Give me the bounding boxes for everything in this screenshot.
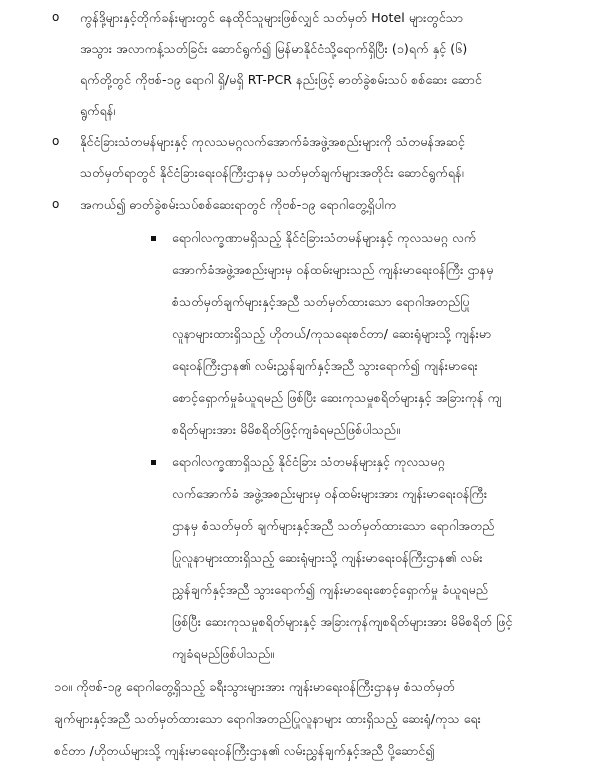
sub2-line-2: လက်အောက်ခံ အဖွဲ့အစည်းများမှ ဝန်ထမ်းများအား ကျန်းမာရေးဝန်ကြီး <box>172 486 488 501</box>
bullet-circle: o <box>52 10 60 24</box>
sub2-line-1: ရောဂါလက္ခဏာရှိသည့် နိုင်ငံခြား သံတမန်များနှင့် ကုလသမဂ္ဂ <box>172 454 445 469</box>
bullet-circle: o <box>52 197 60 211</box>
sub1-line-4: လူနာများထားရှိသည့် ဟိုတယ်/ကုသရေးစင်တာ/ ဆေးရုံများသို့ ကျန်းမာ <box>172 326 492 341</box>
item2-line-1: နိုင်ငံခြားသံတမန်များနှင့် ကုလသမဂ္ဂလက်အောက်ခံအဖွဲ့အစည်းများကို သံတမန်အဆင့် <box>80 134 465 149</box>
para10-line-1: ၁၀။ ကိုဗစ်-၁၉ ရောဂါတွေ့ရှိသည့် ခရီးသွားများအား ကျန်းမာရေးဝန်ကြီးဌာနမှ စံသတ်မှတ် <box>54 679 455 694</box>
sub2-line-7: ကျခံရမည်ဖြစ်ပါသည်။ <box>172 646 275 661</box>
item1-line-2: အသွား အလာကန့်သတ်ခြင်း ဆောင်ရွက်၍ မြန်မာနိုင်ငံသို့ရောက်ရှိပြီး (၁)ရက် နှင့် (၆) <box>80 41 468 56</box>
item1-line-4: ရွက်ရန်၊ <box>80 103 116 118</box>
sub1-line-5: ရေးဝန်ကြီးဌာန၏ လမ်းညွှန်ချက်နှင့်အညီ သွားရောက်၍ ကျန်းမာရေး <box>172 358 478 373</box>
item3-line-1: အကယ်၍ ဓာတ်ခွဲစမ်းသပ်စစ်ဆေးရာတွင် ကိုဗစ်-၁၉ ရောဂါတွေ့ရှိပါက <box>80 197 397 212</box>
bullet-square <box>151 460 156 465</box>
sub2-line-5: ညွှန်ချက်နှင့်အညီ သွားရောက်၍ ကျန်းမာရေးစောင့်ရှောက်မှု ခံယူရမည် <box>172 582 489 597</box>
sub2-line-4: ပြုလူနာများထားရှိသည့် ဆေးရုံများသို့ ကျန်းမာရေးဝန်ကြီးဌာန၏ လမ်း <box>172 550 483 565</box>
item1-line-3: ရက်တို့တွင် ကိုဗစ်-၁၉ ရောဂါ ရှိ/မရှိ RT-PCR နည်းဖြင့် ဓာတ်ခွဲစမ်းသပ် စစ်ဆေး ဆောင် <box>80 72 482 87</box>
sub1-line-2: အောက်ခံအဖွဲ့အစည်းများမှ ဝန်ထမ်းများသည် ကျန်းမာရေးဝန်ကြီး ဌာနမှ <box>172 262 494 277</box>
para10-line-3: စင်တာ /ဟိုတယ်များသို့ ကျန်းမာရေးဝန်ကြီးဌာန၏ လမ်းညွှန်ချက်နှင့်အညီ ပို့ဆောင်၍ <box>54 743 435 758</box>
bullet-circle: o <box>52 134 60 148</box>
sub1-line-1: ရောဂါလက္ခဏာမရှိသည့် နိုင်ငံခြားသံတမန်များနှင့် ကုလသမဂ္ဂ လက် <box>172 230 477 245</box>
item2-line-2: သတ်မှတ်ရာတွင် နိုင်ငံခြားရေးဝန်ကြီးဌာနမှ သတ်မှတ်ချက်များအတိုင်း ဆောင်ရွက်ရန်၊ <box>80 165 464 180</box>
sub1-line-6: စောင့်ရှောက်မှုခံယူရမည် ဖြစ်ပြီး ဆေးကုသမှုစရိတ်များနှင့် အခြားကုန် ကျ <box>172 390 502 405</box>
para10-line-2: ချက်များနှင့်အညီ သတ်မှတ်ထားသော ရောဂါအတည်ပြုလူနာများ ထားရှိသည့် ဆေးရုံ/ကုသ ရေး <box>54 711 481 726</box>
sub2-line-3: ဌာနမှ စံသတ်မှတ် ချက်များနှင့်အညီ သတ်မှတ်ထားသော ရောဂါအတည် <box>172 518 495 533</box>
bullet-square <box>151 236 156 241</box>
sub2-line-6: ဖြစ်ပြီး ဆေးကုသမှုစရိတ်များနှင့် အခြားကုန်ကျစရိတ်များအား မိမိစရိတ် ဖြင့် <box>172 614 513 629</box>
sub1-line-7: စရိတ်များအား မိမိစရိတ်ဖြင့်ကျခံရမည်ဖြစ်ပါသည်။ <box>172 422 400 437</box>
sub1-line-3: စံသတ်မှတ်ချက်များနှင့်အညီ သတ်မှတ်ထားသော ရောဂါအတည်ပြု <box>172 294 470 309</box>
item1-line-1: ကွန်ဒို့များနှင့်တိုက်ခန်းများတွင် နေထိုင်သူများဖြစ်လျှင် သတ်မှတ် Hotel များတွင်သာ <box>80 10 464 25</box>
